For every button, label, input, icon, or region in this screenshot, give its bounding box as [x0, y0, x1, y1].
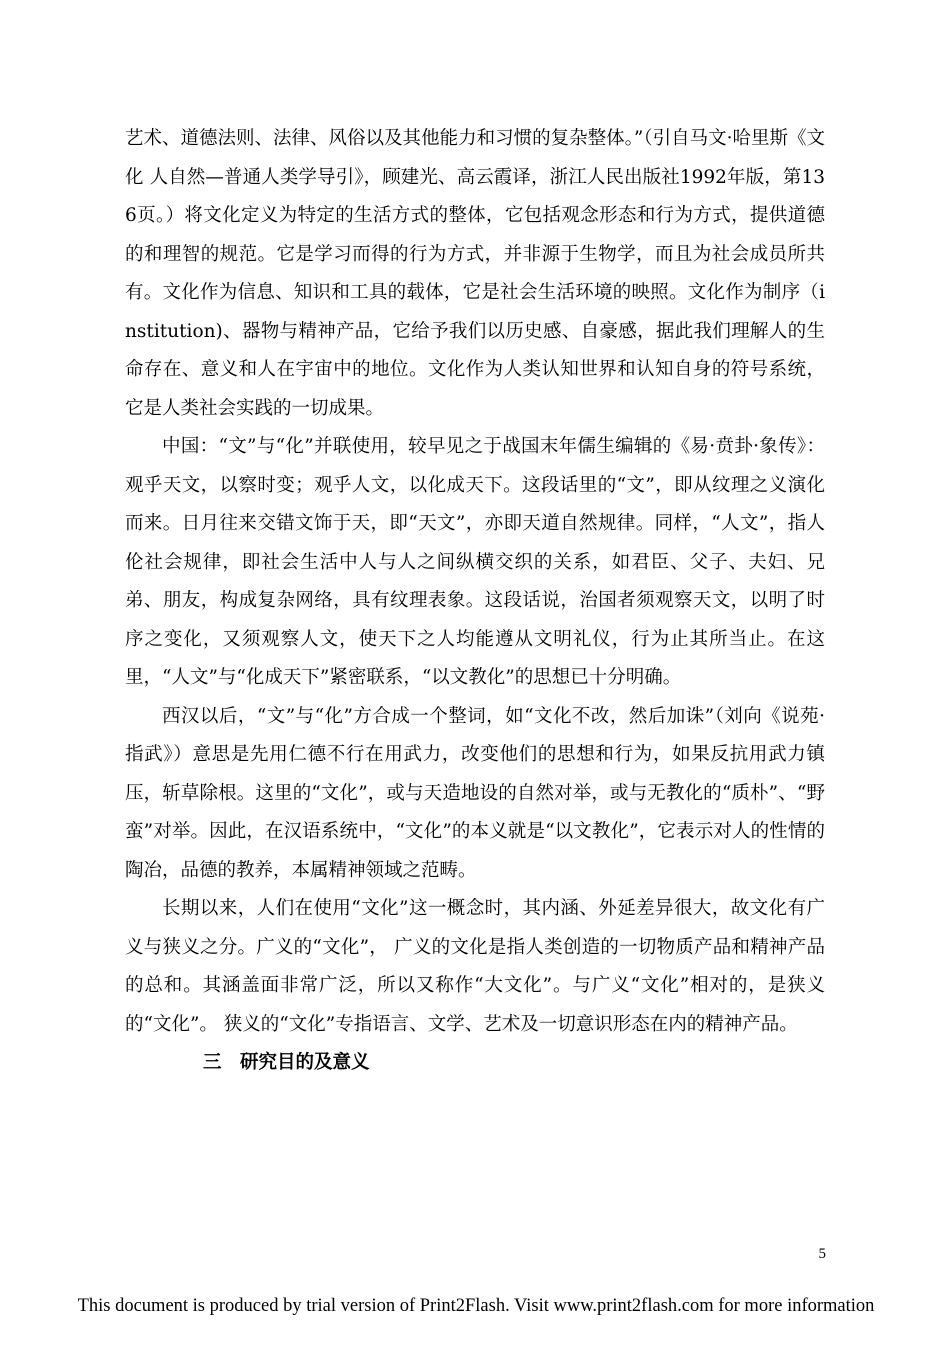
- paragraph-culture-definition: 艺术、道德法则、法律、风俗以及其他能力和习惯的复杂整体。”（引自马文·哈里斯《文化 人自然—普通人类学导引》，顾建光、高云霞译，浙江人民出版社1992年版，第136页。）将文化定义为特定的生活方式的整体，它包括观念形态和行为方式，提供道德的和理智的规范。它是学习而得的行为方式，并非源于生物学，而且为社会成员所共有。文化作为信息、知识和工具的载体，它是社会生活环境的映照。文化作为制序（institution)、器物与精神产品，它给予我们以历史感、自豪感，据此我们理解人的生命存在、意义和人在宇宙中的地位。文化作为人类认知世界和认知自身的符号系统，它是人类社会实践的一切成果。: [125, 128, 825, 419]
- paragraph-western-han: 西汉以后，“文”与“化”方合成一个整词，如“文化不改，然后加诛”（刘向《说苑·指武》）意思是先用仁德不行在用武力，改变他们的思想和行为，如果反抗用武力镇压，斩草除根。这里的“文化”，或与天造地设的自然对举，或与无教化的“质朴”、“野蛮”对举。因此，在汉语系统中，“文化”的本义就是“以文教化”，它表示对人的性情的陶冶，品德的教养，本属精神领域之范畴。: [125, 705, 825, 881]
- page-number: 5: [818, 1246, 826, 1262]
- section-heading: 三 研究目的及意义: [203, 1052, 370, 1073]
- trial-footer: This document is produced by trial version of Print2Flash. Visit www.print2flash.com for more information: [77, 1296, 875, 1316]
- paragraph-china-origin: 中国：“文”与“化”并联使用，较早见之于战国末年儒生编辑的《易·贲卦·象传》： 观乎天文，以察时变；观乎人文，以化成天下。这段话里的“文”，即从纹理之义演化而来。日月往来交错文饰于天，即“天文”，亦即天道自然规律。同样，“人文”，指人伦社会规律，即社会生活中人与人之间纵横交织的关系，如君臣、父子、夫妇、兄弟、朋友，构成复杂网络，具有纹理表象。这段话说，治国者须观察天文，以明了时序之变化，又须观察人文，使天下之人均能遵从文明礼仪，行为止其所当止。在这里，“人文”与“化成天下”紧密联系，“以文教化”的思想已十分明确。: [125, 436, 825, 688]
- body-text: [125, 120, 825, 1083]
- paragraph-broad-narrow: 长期以来，人们在使用“文化”这一概念时，其内涵、外延差异很大，故文化有广义与狭义之分。广义的“文化”， 广义的文化是指人类创造的一切物质产品和精神产品的总和。其涵盖面非常广泛，所以又称作“大文化”。与广义“文化”相对的，是狭义的“文化”。 狭义的“文化”专指语言、文学、艺术及一切意识形态在内的精神产品。: [125, 898, 825, 1035]
